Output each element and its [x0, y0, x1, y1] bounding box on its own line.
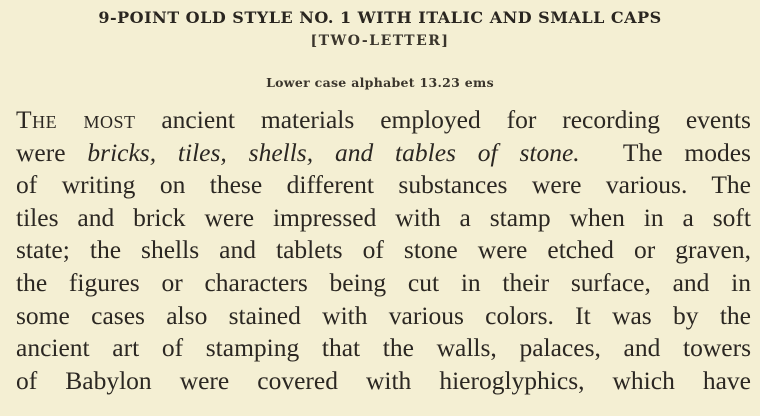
paragraph-line-8: ancient art of stamping that the walls, palaces, and towers — [16, 333, 751, 363]
specimen-paragraph — [16, 104, 751, 397]
line-1-text: ancient materials employed for recording events — [135, 105, 751, 134]
specimen-title: 9-POINT OLD STYLE NO. 1 WITH ITALIC AND SMALL CAPS — [98, 8, 662, 27]
line-2-start: were — [16, 137, 88, 167]
paragraph-line-2 — [16, 137, 751, 170]
italic-phrase: bricks, tiles, shells, and tables of stone. — [87, 137, 580, 167]
line-2-rest: The modes — [579, 137, 751, 167]
paragraph-line-5: state; the shells and tablets of stone were etched or graven, — [16, 235, 751, 265]
paragraph-line-7: some cases also stained with various colors. It was by the — [16, 300, 751, 330]
paragraph-line-4: tiles and brick were impressed with a stamp when in a soft — [16, 202, 751, 232]
small-caps-opening: The most — [16, 105, 136, 134]
paragraph-line-6: the figures or characters being cut in their surface, and in — [16, 267, 751, 297]
paragraph-line-3: of writing on these different substances were various. The — [16, 170, 751, 200]
paragraph-line-1 — [16, 104, 751, 137]
paragraph-line-9: of Babylon were covered with hieroglyphics, which have — [16, 365, 751, 395]
specimen-subtitle: [TWO-LETTER] — [310, 33, 450, 49]
alphabet-length-note: Lower case alphabet 13.23 ems — [266, 75, 494, 90]
